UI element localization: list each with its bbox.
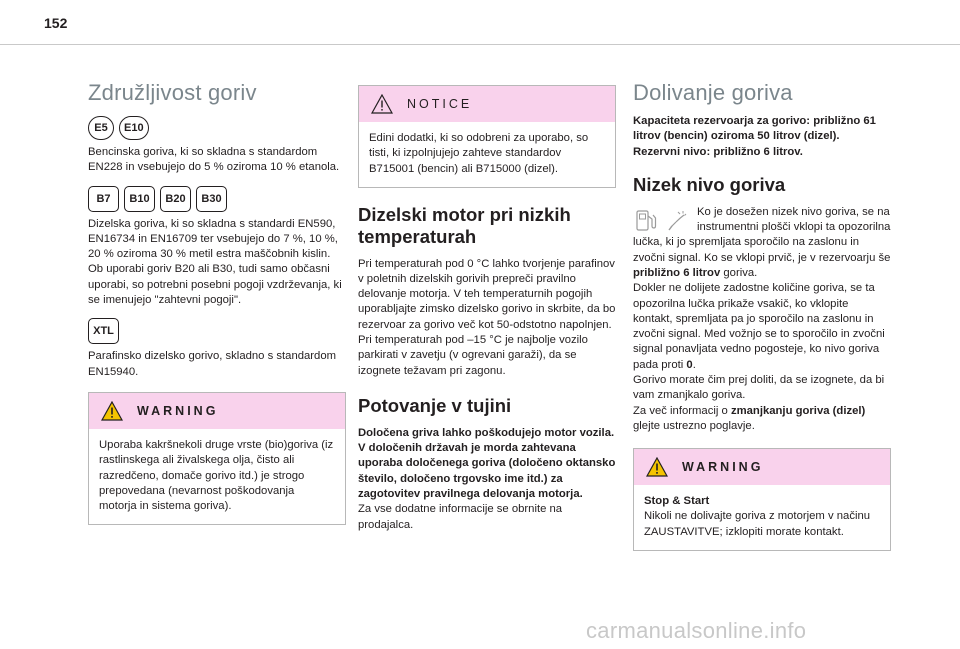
low-fuel-paragraph-3: Gorivo morate čim prej doliti, da se izognete, da bi vam zmanjkalo goriva. <box>633 373 885 402</box>
section-low-fuel <box>633 174 891 434</box>
header-divider <box>0 44 960 45</box>
diesel-low-temp-text-1: Pri temperaturah pod 0 °C lahko tvorjenje parafinov v poletnih dizelskih gorivih prepreči pravilno delovanje motorja. V teh temperaturnih pogojih uporabljajte zimsko dizelsko gorivo in skrbite, da bo rezervoar za gorivo več kot 50-odstotno napolnjen. <box>358 257 616 331</box>
b20-badge-icon: B20 <box>160 186 191 212</box>
section-title-fuel-compatibility: Združljivost goriv <box>88 80 257 105</box>
low-fuel-p4-a: Za več informacij o <box>633 404 731 417</box>
section-diesel-low-temp <box>358 204 616 379</box>
section-title-low-fuel: Nizek nivo goriva <box>633 173 786 195</box>
xtl-badge-icon: XTL <box>88 318 119 344</box>
b30-badge-icon: B30 <box>196 186 227 212</box>
section-title-refuelling: Dolivanje goriva <box>633 80 793 105</box>
notice-triangle-icon <box>371 94 393 114</box>
petrol-badges <box>88 116 346 140</box>
xtl-compat-text: Parafinsko dizelsko gorivo, skladno s standardom EN15940. <box>88 350 337 378</box>
warning-title: WARNING <box>137 403 219 418</box>
low-fuel-p2-b: 0 <box>686 358 693 371</box>
warning-header <box>89 393 345 429</box>
warning-triangle-icon <box>646 457 668 477</box>
warning-box-biofuel <box>88 392 346 525</box>
column-refuelling <box>633 80 891 551</box>
notice-text: Edini dodatki, ki so odobreni za uporabo, so tisti, ki izpolnjujejo zahteve standardov B715001 (bencin) ali B715000 (dizel). <box>369 132 589 175</box>
low-fuel-paragraph-4 <box>633 404 891 435</box>
low-fuel-p4-c: glejte ustrezno poglavje. <box>633 419 755 432</box>
section-title-diesel-low-temp: Dizelski motor pri nizkih temperaturah <box>358 203 571 247</box>
section-travel-abroad <box>358 395 616 533</box>
column-fuel-compatibility <box>88 80 346 525</box>
warning-box-stop-start <box>633 448 891 551</box>
warning-header-stop-start <box>634 449 890 485</box>
b10-badge-icon: B10 <box>124 186 155 212</box>
notice-header <box>359 86 615 122</box>
low-fuel-p1-b: približno 6 litrov <box>633 266 721 279</box>
warning-triangle-icon <box>101 401 123 421</box>
b7-badge-icon: B7 <box>88 186 119 212</box>
sound-signal-icon <box>665 207 691 233</box>
fuel-pump-icon <box>633 207 659 233</box>
tank-capacity-text: Kapaciteta rezervoarja za gorivo: približno 61 litrov (bencin) oziroma 50 litrov (dizel). Rezervni nivo: približno 6 litrov. <box>633 115 876 158</box>
travel-abroad-text: Za vse dodatne informacije se obrnite na prodajalca. <box>358 503 563 531</box>
column-diesel-travel <box>358 85 616 533</box>
low-fuel-icons <box>633 207 691 233</box>
notice-box-additives <box>358 85 616 188</box>
warning-text-biofuel: Uporaba kakršnekoli druge vrste (bio)goriva (iz rastlinskega ali živalskega olja, čisto ali razredčeno, domače gorivo itd.) je strogo prepovedana (nevarnost poškodovanja motorja in sistema goriva). <box>99 438 334 513</box>
e10-badge-icon: E10 <box>119 116 149 140</box>
watermark: carmanualsonline.info <box>586 618 807 643</box>
stop-start-subtitle: Stop & Start <box>644 495 710 508</box>
travel-abroad-bold-text: Določena griva lahko poškodujejo motor vozila. V določenih državah je morda zahtevana uporaba določenega goriva (določeno oktansko število, določeno trgovsko ime itd.) za zagotovitev pravilnega delovanja motorja. <box>358 426 616 500</box>
low-fuel-p2-c: . <box>692 358 696 371</box>
stop-start-warning-text: Nikoli ne dolivajte goriva z motorjem v načinu ZAUSTAVITVE; izklopiti morate kontakt. <box>644 510 871 538</box>
e5-badge-icon: E5 <box>88 116 114 140</box>
low-fuel-p1-c: goriva. <box>720 266 758 279</box>
warning-title-stop-start: WARNING <box>682 460 764 475</box>
diesel-compat-text: Dizelska goriva, ki so skladna s standardi EN590, EN16734 in EN16709 ter vsebujejo do 7 %, 10 %, 20 % oziroma 30 % metil estra maščobnih kislin. Ob uporabi goriv B20 ali B30, tudi samo občasni uporabi, so potrebni posebni pogoji vzdrževanja, ki se imenujejo "zahtevni pogoji". <box>88 217 342 307</box>
petrol-compat-text: Bencinska goriva, ki so skladna s standardom EN228 in vsebujejo do 5 % oziroma 10 % etanola. <box>88 146 340 174</box>
low-fuel-p4-b: zmanjkanju goriva (dizel) <box>730 404 866 417</box>
notice-title: NOTICE <box>407 97 473 111</box>
low-fuel-paragraph-2 <box>633 281 891 373</box>
diesel-low-temp-text-2: Pri temperaturah pod –15 °C je najbolje vozilo parkirati v zavetju (v ogrevani garaži), da se izognete težavam pri zagonu. <box>358 334 588 377</box>
diesel-badges <box>88 186 346 212</box>
page-number: 152 <box>44 15 68 31</box>
section-title-travel-abroad: Potovanje v tujini <box>358 394 512 416</box>
low-fuel-p1-a: Ko je dosežen nizek nivo goriva, se na instrumentni plošči vklopi ta opozorilna lučka, ki jo spremljata sporočilo na zaslonu in zvočni signal. Ko se vklopi prvič, je v rezervoarju še <box>633 205 891 264</box>
low-fuel-p2-a: Dokler ne dolijete zadostne količine goriva, se ta opozorilna lučka prikaže vsakič, ko vklopite kontakt, spremljata pa jo sporočilo na zaslonu in zvočni signal. Med vožnjo se to sporočilo in zvočni signal ponavljata vedno pogosteje, ko nivo goriva pada proti <box>633 282 885 371</box>
xtl-badges <box>88 318 346 344</box>
